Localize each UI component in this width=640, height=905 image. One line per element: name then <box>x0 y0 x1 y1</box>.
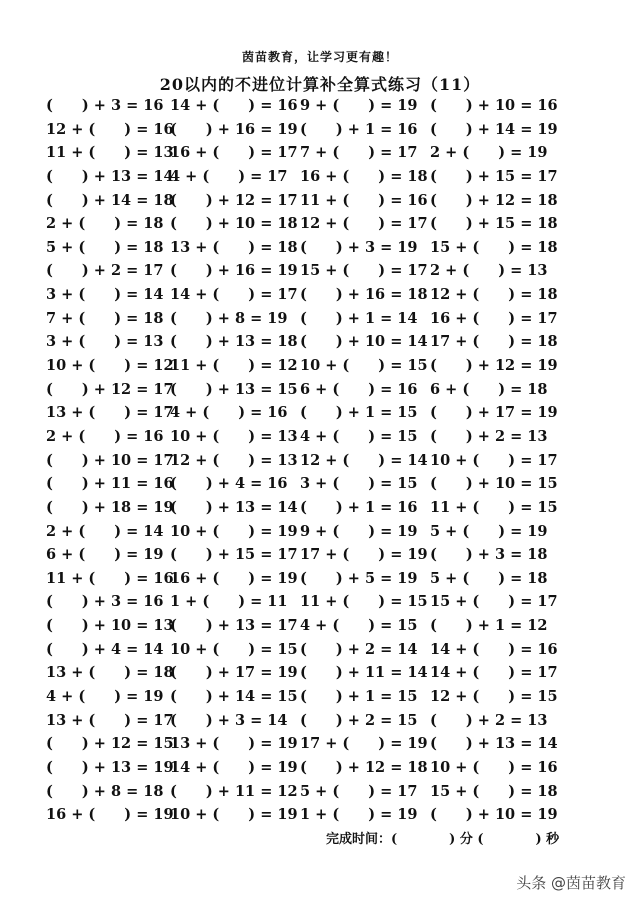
exercise-row <box>46 378 606 402</box>
equation: ( ) + 1 = 16 <box>300 498 418 516</box>
equation: ( ) + 1 = 15 <box>300 404 418 422</box>
equation: 14 + ( ) = 17 <box>170 286 298 304</box>
equation: ( ) + 17 = 19 <box>430 404 558 422</box>
equation: 14 + ( ) = 16 <box>170 97 298 114</box>
tagline: 茵苗教育，让学习更有趣！ <box>241 50 398 64</box>
equation: 15 + ( ) = 17 <box>430 593 558 611</box>
equation: ( ) + 2 = 17 <box>46 262 164 280</box>
equation: ( ) + 8 = 19 <box>170 309 288 327</box>
exercise-row <box>46 567 606 591</box>
equation: ( ) + 12 = 17 <box>170 191 298 209</box>
equation: ( ) + 2 = 15 <box>300 711 418 729</box>
equation: 12 + ( ) = 17 <box>300 215 428 233</box>
equation: 10 + ( ) = 19 <box>170 522 298 540</box>
equation: 12 + ( ) = 16 <box>46 120 174 138</box>
equation: 15 + ( ) = 18 <box>430 238 558 256</box>
equation: 12 + ( ) = 15 <box>430 688 558 706</box>
equation: ( ) + 10 = 16 <box>430 97 558 114</box>
equation: ( ) + 3 = 14 <box>170 711 288 729</box>
equation: ( ) + 2 = 14 <box>300 640 418 658</box>
equation: ( ) + 1 = 14 <box>300 309 418 327</box>
equation: 3 + ( ) = 14 <box>46 286 164 304</box>
equation: ( ) + 13 = 14 <box>46 167 174 185</box>
exercise-row <box>46 165 606 189</box>
equation: 10 + ( ) = 12 <box>46 357 174 375</box>
equation: ( ) + 14 = 18 <box>46 191 174 209</box>
equation: 17 + ( ) = 18 <box>430 333 558 351</box>
equation: ( ) + 14 = 15 <box>170 688 298 706</box>
exercise-row <box>46 709 606 733</box>
equation: 11 + ( ) = 13 <box>46 144 174 162</box>
exercise-row <box>46 212 606 236</box>
equation: 16 + ( ) = 19 <box>170 569 298 587</box>
equation: ( ) + 16 = 18 <box>300 286 428 304</box>
equation: ( ) + 15 = 18 <box>430 215 558 233</box>
equation: ( ) + 11 = 14 <box>300 664 428 682</box>
equation: 3 + ( ) = 13 <box>46 333 164 351</box>
exercise-row <box>46 685 606 709</box>
equation: ( ) + 10 = 19 <box>430 806 558 824</box>
equation: ( ) + 12 = 19 <box>430 357 558 375</box>
equation: 13 + ( ) = 19 <box>170 735 298 753</box>
equation: 1 + ( ) = 19 <box>300 806 418 824</box>
equation: ( ) + 1 = 16 <box>300 120 418 138</box>
exercise-row <box>46 330 606 354</box>
equation: 11 + ( ) = 12 <box>170 357 298 375</box>
equation: 17 + ( ) = 19 <box>300 546 428 564</box>
exercise-row <box>46 496 606 520</box>
equation: 6 + ( ) = 18 <box>430 380 548 398</box>
equation: ( ) + 2 = 13 <box>430 427 548 445</box>
exercise-row <box>46 236 606 260</box>
equation: 2 + ( ) = 16 <box>46 427 164 445</box>
equation: ( ) + 8 = 18 <box>46 782 164 800</box>
equation: ( ) + 10 = 15 <box>430 475 558 493</box>
equation: ( ) + 12 = 17 <box>46 380 174 398</box>
equation: ( ) + 2 = 13 <box>430 711 548 729</box>
equation: 16 + ( ) = 17 <box>430 309 558 327</box>
exercise-row <box>46 401 606 425</box>
page-title: 20以内的不进位计算补全算式练习（11） <box>159 75 481 94</box>
exercise-row <box>46 141 606 165</box>
equation: ( ) + 13 = 18 <box>170 333 298 351</box>
equation: 15 + ( ) = 18 <box>430 782 558 800</box>
exercise-row <box>46 259 606 283</box>
exercise-row <box>46 803 606 827</box>
exercise-row <box>46 520 606 544</box>
equation: ( ) + 12 = 18 <box>300 758 428 776</box>
equation: 6 + ( ) = 16 <box>300 380 418 398</box>
equation: 4 + ( ) = 17 <box>170 167 288 185</box>
equation: ( ) + 15 = 17 <box>170 546 298 564</box>
equation: ( ) + 12 = 18 <box>430 191 558 209</box>
equation: 10 + ( ) = 16 <box>430 758 558 776</box>
equation: 11 + ( ) = 16 <box>46 569 174 587</box>
equation: 11 + ( ) = 15 <box>300 593 428 611</box>
equation: ( ) + 15 = 17 <box>430 167 558 185</box>
equation: ( ) + 10 = 13 <box>46 617 174 635</box>
equation: 9 + ( ) = 19 <box>300 97 418 114</box>
equation: 6 + ( ) = 19 <box>46 546 164 564</box>
equation: 2 + ( ) = 13 <box>430 262 548 280</box>
exercise-row <box>46 638 606 662</box>
equation: 12 + ( ) = 18 <box>430 286 558 304</box>
equation: 11 + ( ) = 15 <box>430 498 558 516</box>
exercise-row <box>46 118 606 142</box>
equation: 13 + ( ) = 18 <box>46 664 174 682</box>
equation: 2 + ( ) = 19 <box>430 144 548 162</box>
equation: ( ) + 1 = 15 <box>300 688 418 706</box>
exercise-row <box>46 661 606 685</box>
equation: ( ) + 13 = 15 <box>170 380 298 398</box>
equation: 10 + ( ) = 13 <box>170 427 298 445</box>
exercise-row <box>46 472 606 496</box>
exercise-row <box>46 756 606 780</box>
completion-time-label: 完成时间：( ) 分 ( ) 秒 <box>326 832 560 847</box>
equation: ( ) + 16 = 19 <box>170 262 298 280</box>
exercise-row <box>46 543 606 567</box>
equation: ( ) + 17 = 19 <box>170 664 298 682</box>
exercise-row <box>46 283 606 307</box>
equation: 10 + ( ) = 15 <box>170 640 298 658</box>
equation: 11 + ( ) = 16 <box>300 191 428 209</box>
equation: ( ) + 13 = 14 <box>430 735 558 753</box>
equation: 12 + ( ) = 14 <box>300 451 428 469</box>
equation: ( ) + 11 = 12 <box>170 782 298 800</box>
equation: ( ) + 10 = 14 <box>300 333 428 351</box>
equation: ( ) + 3 = 19 <box>300 238 418 256</box>
exercise-row <box>46 614 606 638</box>
equation: 13 + ( ) = 17 <box>46 404 174 422</box>
equation: 13 + ( ) = 17 <box>46 711 174 729</box>
equation: 17 + ( ) = 19 <box>300 735 428 753</box>
equation: 14 + ( ) = 19 <box>170 758 298 776</box>
exercise-row <box>46 780 606 804</box>
exercise-row <box>46 189 606 213</box>
equation: ( ) + 16 = 19 <box>170 120 298 138</box>
equation: 4 + ( ) = 19 <box>46 688 164 706</box>
equation: 3 + ( ) = 15 <box>300 475 418 493</box>
equation: 1 + ( ) = 11 <box>170 593 288 611</box>
equation: ( ) + 13 = 19 <box>46 758 174 776</box>
equation: 4 + ( ) = 15 <box>300 427 418 445</box>
equation: ( ) + 12 = 15 <box>46 735 174 753</box>
equation: ( ) + 13 = 17 <box>170 617 298 635</box>
equation: 2 + ( ) = 14 <box>46 522 164 540</box>
equation: 10 + ( ) = 17 <box>430 451 558 469</box>
exercise-row <box>46 590 606 614</box>
exercise-row <box>46 732 606 756</box>
equation: 5 + ( ) = 19 <box>430 522 548 540</box>
equation: 5 + ( ) = 18 <box>46 238 164 256</box>
equation: ( ) + 5 = 19 <box>300 569 418 587</box>
exercise-row <box>46 425 606 449</box>
exercise-row <box>46 449 606 473</box>
watermark: 头条 @茵苗教育 <box>516 874 626 892</box>
exercise-row <box>46 94 606 118</box>
equation: ( ) + 10 = 17 <box>46 451 174 469</box>
equation: 5 + ( ) = 17 <box>300 782 418 800</box>
equation: ( ) + 3 = 16 <box>46 593 164 611</box>
equation: 14 + ( ) = 16 <box>430 640 558 658</box>
equation: 4 + ( ) = 16 <box>170 404 288 422</box>
equation: 10 + ( ) = 15 <box>300 357 428 375</box>
equation: 12 + ( ) = 13 <box>170 451 298 469</box>
equation: 13 + ( ) = 18 <box>170 238 298 256</box>
equation: 16 + ( ) = 19 <box>46 806 174 824</box>
equation: ( ) + 10 = 18 <box>170 215 298 233</box>
equation: 4 + ( ) = 15 <box>300 617 418 635</box>
equation: ( ) + 4 = 14 <box>46 640 164 658</box>
equation: ( ) + 14 = 19 <box>430 120 558 138</box>
equation: ( ) + 13 = 14 <box>170 498 298 516</box>
equation: 14 + ( ) = 17 <box>430 664 558 682</box>
equation: ( ) + 1 = 12 <box>430 617 548 635</box>
exercise-row <box>46 307 606 331</box>
equation: 15 + ( ) = 17 <box>300 262 428 280</box>
exercise-grid <box>46 94 606 827</box>
equation: ( ) + 3 = 16 <box>46 97 164 114</box>
equation: ( ) + 3 = 18 <box>430 546 548 564</box>
equation: 10 + ( ) = 19 <box>170 806 298 824</box>
equation: ( ) + 4 = 16 <box>170 475 288 493</box>
equation: 16 + ( ) = 18 <box>300 167 428 185</box>
equation: 7 + ( ) = 17 <box>300 144 418 162</box>
equation: ( ) + 11 = 16 <box>46 475 174 493</box>
equation: 9 + ( ) = 19 <box>300 522 418 540</box>
equation: 2 + ( ) = 18 <box>46 215 164 233</box>
equation: 16 + ( ) = 17 <box>170 144 298 162</box>
exercise-row <box>46 354 606 378</box>
equation: 7 + ( ) = 18 <box>46 309 164 327</box>
equation: 5 + ( ) = 18 <box>430 569 548 587</box>
equation: ( ) + 18 = 19 <box>46 498 174 516</box>
